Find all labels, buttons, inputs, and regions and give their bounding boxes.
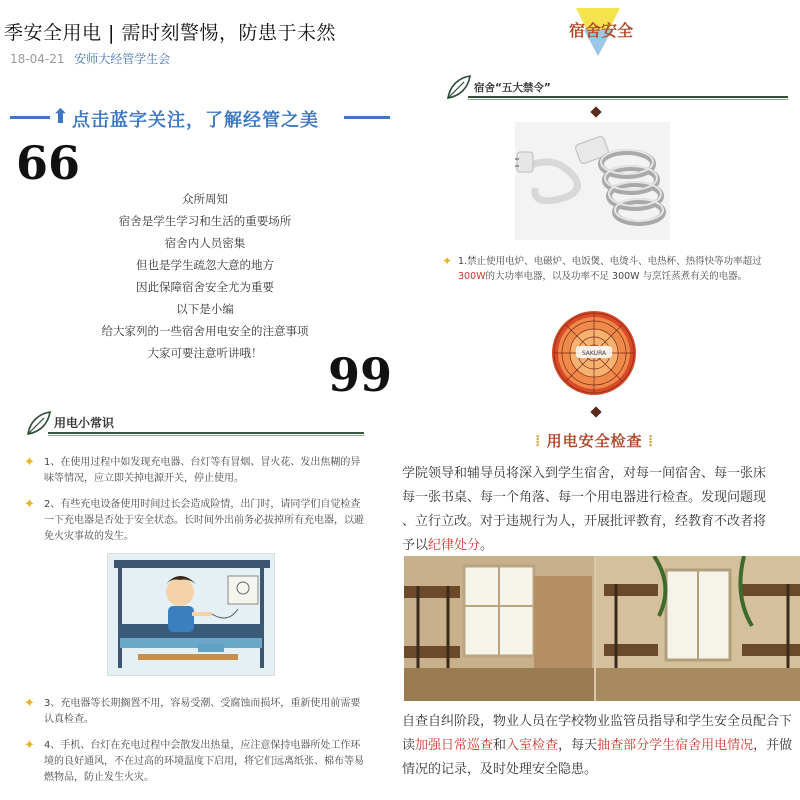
intro-line: 宿舍内人员密集: [164, 236, 246, 250]
heater-brand-label: SAKURA: [581, 350, 607, 357]
up-arrow-icon: ⬆: [52, 104, 69, 128]
tip-item: [24, 455, 364, 487]
tip-text: 4、手机、台灯在充电过程中会散发出热量，应注意保持电器所处工作环境的良好通风，不在过高的环境温度下启用，将它们远离纸张、棉布等易燃物品，防止发生火灾。: [44, 740, 364, 783]
intro-text: [60, 188, 350, 364]
banner-line-right: [344, 116, 390, 119]
paragraph-line: 、立行立改。对于违规行为人，开展批评教育，经教育不改者将: [402, 514, 767, 529]
intro-line: 众所周知: [182, 192, 228, 206]
star-icon: ✦: [24, 696, 35, 711]
inspection-highlight: 入室检查: [506, 738, 559, 753]
tip-text: 1、在使用过程中如发现充电器、台灯等有冒烟、冒火花、发出焦糊的异味等情况，应立即关掉电源开关，停止使用。: [44, 457, 361, 484]
tip-text: 2、有些充电设备使用时间过长会造成险情，出门时，请同学们自觉检查一下充电器是否处于安全状态。长时间外出前务必拔掉所有充电器，以避免火灾事故的发生。: [44, 499, 364, 542]
bracket-right-icon: ⦙: [648, 432, 654, 450]
quote-close-icon: 99: [328, 348, 393, 402]
star-icon: ✦: [24, 455, 35, 470]
spot-check-highlight: 抽查部分学生宿舍用电情况: [597, 738, 754, 753]
intro-line: 宿舍是学生学习和生活的重要场所: [118, 214, 292, 228]
intro-line: 但也是学生疏忽大意的地方: [136, 258, 274, 272]
check-paragraph-2: [402, 710, 800, 782]
immersion-heater-photo: [515, 122, 670, 240]
tip-item: [24, 738, 364, 786]
paragraph-line: 每一张书桌、每一个角落、每一个用电器进行检查。发现问题现: [402, 490, 767, 505]
article-title: 季安全用电 | 需时刻警惕，防患于未然: [4, 22, 336, 44]
star-icon: ✦: [442, 254, 453, 268]
intro-line: 大家可要注意听讲哦！: [147, 346, 263, 360]
patrol-highlight: 加强日常巡查: [415, 738, 494, 753]
tip-text: 3、充电器等长期搁置不用，容易受潮、受腐蚀而损坏，重新使用前需要认真检查。: [44, 698, 361, 725]
intro-line: 因此保障宿舍安全尤为重要: [136, 280, 274, 294]
paragraph-line: 予以纪律处分。: [402, 538, 494, 553]
dorm-room-photo: [404, 556, 800, 701]
paragraph-line: 情况的记录，及时处理安全隐患。: [402, 762, 598, 777]
right-column: [400, 0, 800, 800]
rule-1-before: 1.禁止使用电炉、电磁炉、电饭煲、电烫斗、电热杯、热得快等功率超过: [458, 256, 762, 267]
five-rules-header: [444, 72, 788, 100]
section-rule: [48, 432, 364, 434]
tips-section-header: [24, 408, 364, 436]
paragraph-line: 学院领导和辅导员将深入到学生宿舍，对每一间宿舍、每一张床: [402, 466, 767, 481]
space-heater-photo: [546, 308, 642, 398]
banner-line-left: [10, 116, 50, 119]
intro-line: 以下是小编: [176, 302, 234, 316]
star-icon: ✦: [24, 497, 35, 512]
rule-1-highlight: 300W: [458, 271, 486, 282]
intro-line: 给大家列的一些宿舍用电安全的注意事项: [101, 324, 309, 338]
tip-item: [24, 696, 364, 728]
diamond-icon: [590, 106, 601, 117]
safety-check-title: 用电安全检查: [546, 432, 643, 450]
star-icon: ✦: [24, 738, 35, 753]
article-date: 18-04-21: [10, 52, 65, 66]
quote-open-icon: 66: [16, 136, 81, 190]
five-rules-title: 宿舍“五大禁令”: [474, 82, 551, 94]
paragraph-line: 自查自纠阶段，物业人员在学校物业监管员指导和学生安全员配合下: [402, 714, 793, 729]
diamond-icon: [590, 406, 601, 417]
paragraph-line: 读加强日常巡查和入室检查，每天抽查部分学生宿舍用电情况，并做: [402, 738, 793, 753]
follow-banner[interactable]: [10, 104, 390, 132]
charging-illustration: [107, 553, 275, 676]
rule-1-after: 的大功率电器，以及功率不足 300W 与烹饪蒸煮有关的电器。: [485, 271, 748, 282]
rule-1-text: [444, 254, 784, 284]
discipline-highlight: 纪律处分: [428, 538, 481, 553]
tips-section-title: 用电小常识: [54, 416, 115, 430]
article-author-link[interactable]: 安师大经管学生会: [74, 52, 171, 66]
bracket-left-icon: ⦙: [536, 432, 541, 450]
dorm-safety-title: 宿舍安全: [568, 21, 633, 40]
safety-check-header: [536, 430, 653, 451]
section-rule: [468, 96, 788, 98]
dorm-safety-header: [546, 8, 656, 58]
follow-banner-text[interactable]: 点击蓝字关注，了解经管之美: [72, 110, 319, 131]
article-meta: [10, 50, 170, 67]
check-paragraph-1: [402, 462, 800, 558]
tip-item: [24, 497, 364, 545]
